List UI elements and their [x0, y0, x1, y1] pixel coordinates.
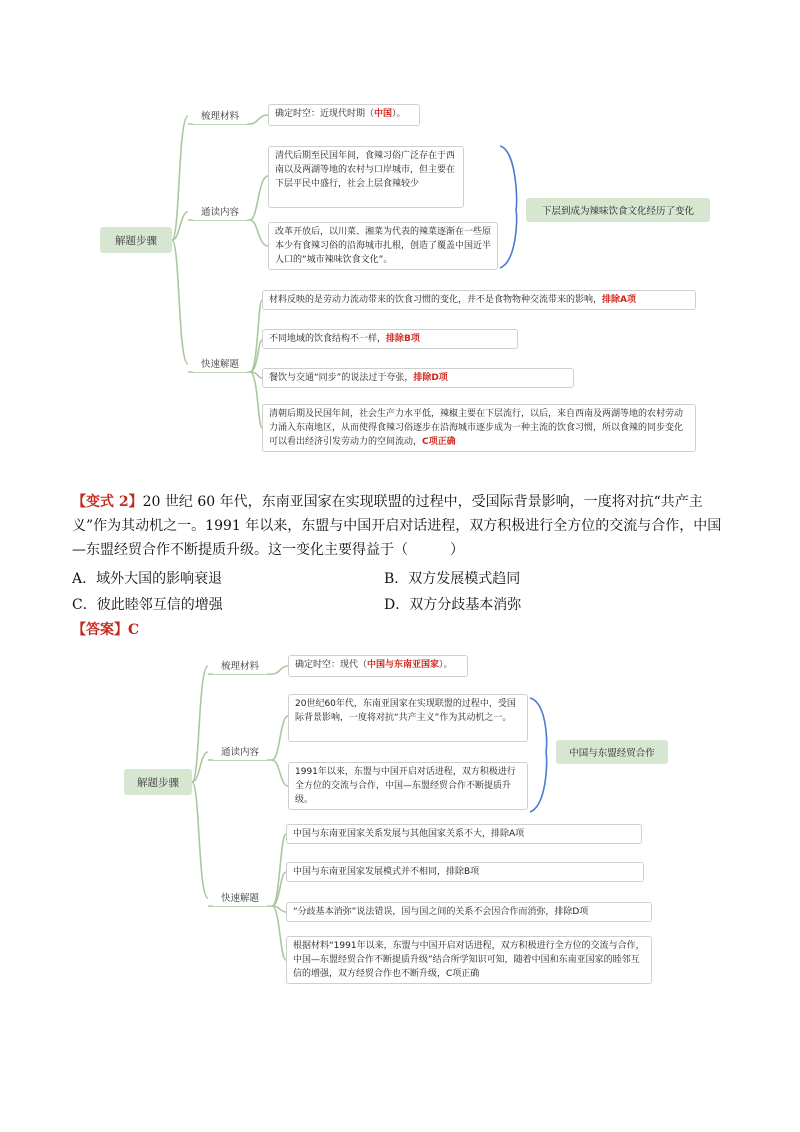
map1-read-box-2: 改革开放后，以川菜、湘菜为代表的辣菜逐渐在一些原本少有食辣习俗的沿海城市扎根，创造了覆盖中国近半人口的“城市辣味饮食文化”。	[268, 222, 498, 270]
map2-read-box-2: 1991年以来，东盟与中国开启对话进程，双方积极进行全方位的交流与合作，中国—东盟经贸合作不断提质升级。	[288, 762, 528, 810]
map1-fast-box-2	[262, 329, 518, 349]
map2-branch-sort: 梳理材料	[212, 656, 268, 674]
map1-fast-3-red: 排除D项	[413, 373, 448, 383]
map2-fast-box-3: “分歧基本消弥”说法错误，国与国之间的关系不会因合作而消弥，排除D项	[286, 902, 652, 922]
map2-conclusion: 中国与东盟经贸合作	[556, 740, 668, 764]
map1-branch-fast: 快速解题	[192, 354, 248, 372]
map1-sort-text: 确定时空：近现代时期（	[275, 109, 375, 119]
map2-sort-box	[288, 655, 468, 677]
answer-line	[72, 618, 139, 642]
map1-branch-sort: 梳理材料	[192, 106, 248, 124]
map2-read-box-1: 20世纪60年代，东南亚国家在实现联盟的过程中，受国际背景影响，一度将对抗“共产主义”作为其动机之一。	[288, 694, 528, 742]
map1-fast-4: 清朝后期及民国年间，社会生产力水平低，辣椒主要在下层流行，以后，来自西南及两湖等地的农村劳动力涌入东南地区，从而使得食辣习俗逐步在沿海城市逐步成为一种主流的饮食习惯，所以食辣的同步变化可以看出经济引发劳动力的空间流动，	[269, 409, 684, 447]
map2-fast-box-1: 中国与东南亚国家关系发展与其他国家关系不大，排除A项	[286, 824, 642, 844]
option-c: C．彼此睦邻互信的增强	[72, 597, 223, 613]
map1-root: 解题步骤	[100, 227, 172, 253]
map1-sort-red: 中国	[374, 109, 393, 119]
option-b: B．双方发展模式趋同	[384, 571, 521, 587]
map2-root: 解题步骤	[124, 769, 192, 795]
option-d: D．双方分歧基本消弥	[384, 597, 522, 613]
option-a: A．域外大国的影响衰退	[72, 571, 223, 587]
map2-fast-box-4: 根据材料“1991年以来，东盟与中国开启对话进程，双方积极进行全方位的交流与合作，中国—东盟经贸合作不断提质升级”结合所学知识可知，随着中国和东南亚国家的睦邻互信的增强，双方经贸合作也不断升级，C项正确	[286, 936, 652, 984]
question-label: 【变式 2】	[72, 494, 143, 510]
map1-fast-1-red: 排除A项	[602, 295, 636, 305]
map2-branch-read: 通读内容	[212, 742, 268, 760]
map1-fast-4-red: C项正确	[422, 437, 456, 447]
map2-sort-end: ）。	[439, 660, 453, 670]
map1-fast-box-3	[262, 368, 574, 388]
answer-label: 【答案】	[72, 622, 128, 638]
map1-fast-2: 不同地域的饮食结构不一样，	[269, 334, 387, 344]
map1-fast-3: 餐饮与交通“同步”的说法过于夸张，	[269, 373, 414, 383]
map1-sort-box	[268, 104, 420, 126]
answer-value: C	[128, 622, 140, 638]
map1-fast-box-1	[262, 290, 696, 310]
question-stem	[72, 490, 732, 562]
map1-fast-2-red: 排除B项	[386, 334, 420, 344]
map1-fast-1: 材料反映的是劳动力流动带来的饮食习惯的变化，并不是食物物种交流带来的影响，	[269, 295, 603, 305]
map1-read-box-1: 清代后期至民国年间，食辣习俗广泛存在于西南以及两湖等地的农村与口岸城市，但主要在下层平民中盛行，社会上层食辣较少	[268, 146, 464, 208]
map1-conclusion: 下层到成为辣味饮食文化经历了变化	[526, 198, 710, 222]
map2-fast-box-2: 中国与东南亚国家发展模式并不相同，排除B项	[286, 862, 644, 882]
map2-sort-red: 中国与东南亚国家	[367, 660, 440, 670]
map2-branch-fast: 快速解题	[212, 888, 268, 906]
map1-sort-end: ）。	[392, 109, 406, 119]
map2-sort-text: 确定时空：现代（	[295, 660, 368, 670]
map1-branch-read: 通读内容	[192, 202, 248, 220]
map1-fast-box-4	[262, 404, 696, 452]
question-stem-text: 20 世纪 60 年代，东南亚国家在实现联盟的过程中，受国际背景影响，一度将对抗“共产主义”作为其动机之一。1991 年以来，东盟与中国开启对话进程，双方积极进行全方位的交流与合作，中国—东盟经贸合作不断提质升级。这一变化主要得益于（ ）	[72, 494, 722, 558]
